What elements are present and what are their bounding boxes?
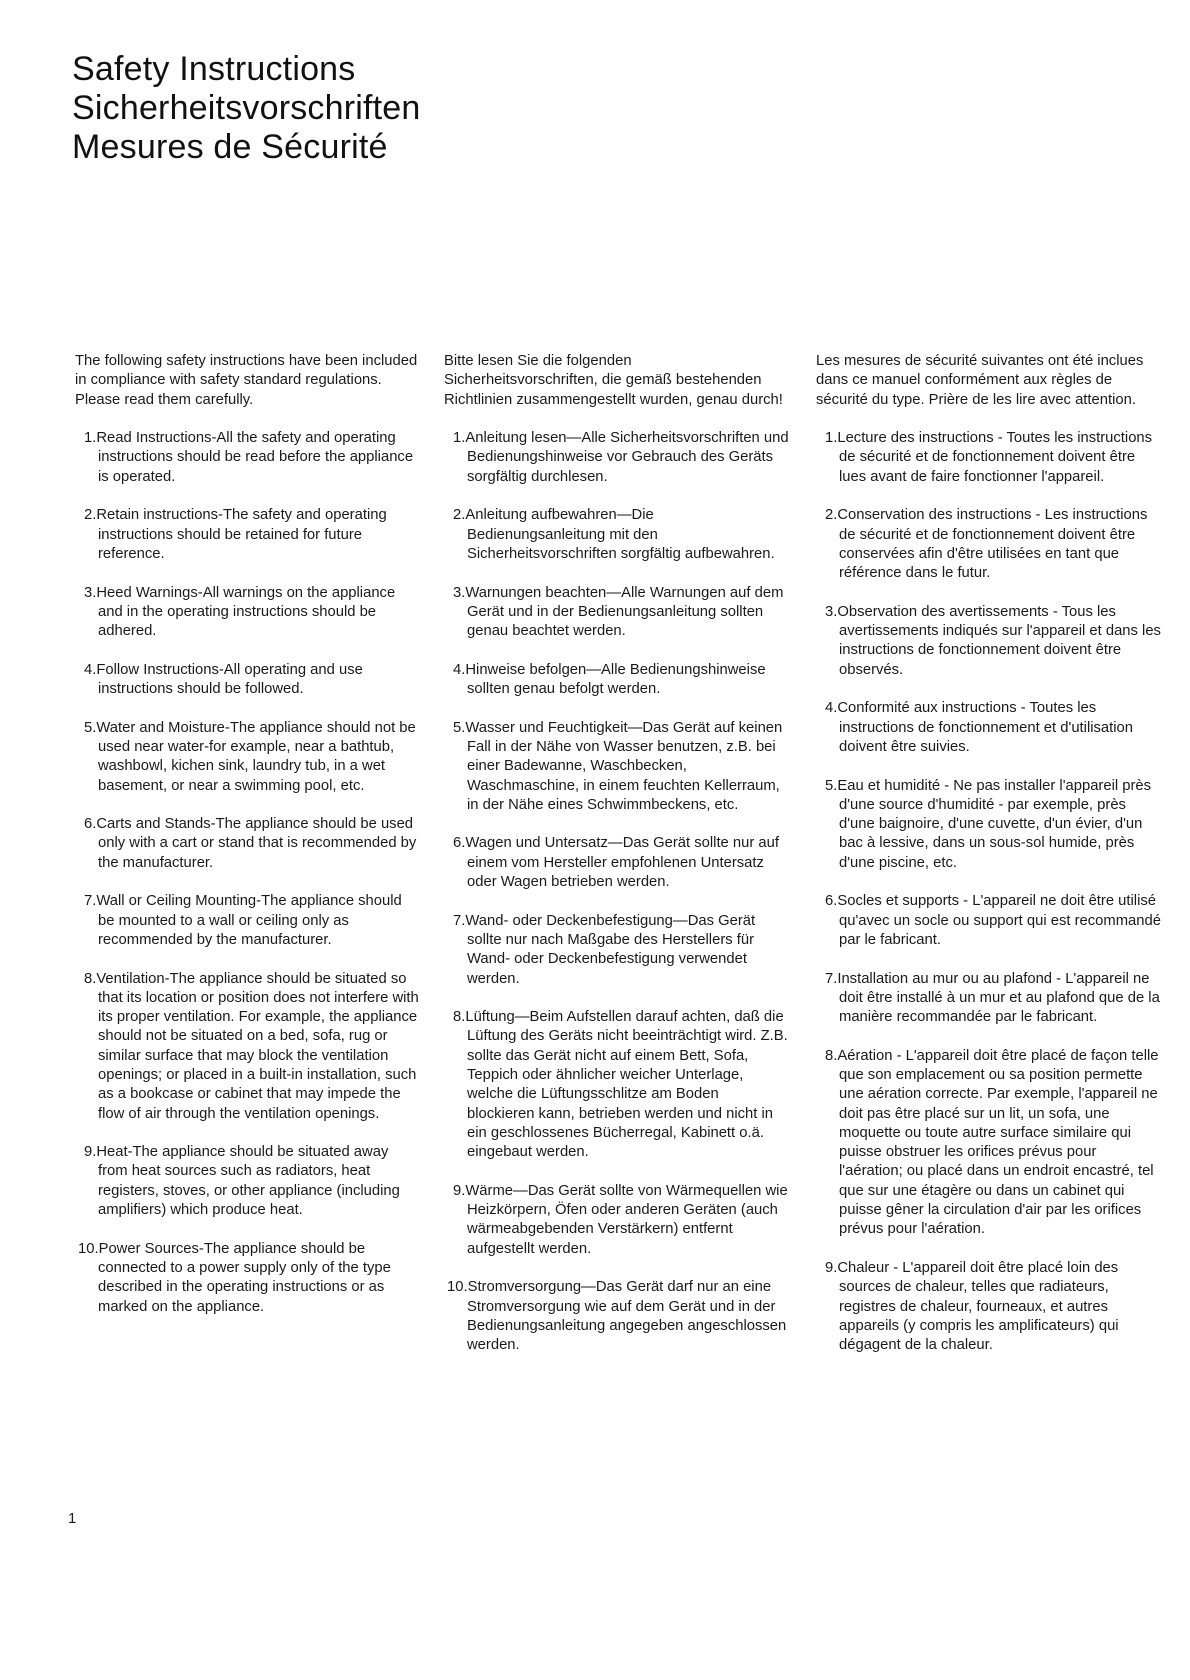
intro-paragraph-german: Bitte lesen Sie die folgenden Sicherheitsvorschriften, die gemäß bestehenden Richtlinien zusammengestellt wurden, genau durch! [444,353,783,408]
page-number: 1 [68,1511,77,1527]
intro-paragraph-english: The following safety instructions have been included in compliance with safety standard regulations. Please read them carefully. [75,353,418,408]
title-line-english: Safety Instructions [72,50,356,88]
instruction-item-de-4: 4.Hinweise befolgen—Alle Bedienungshinweise sollten genau befolgt werden. [453,661,766,698]
instruction-item-de-3: 3.Warnungen beachten—Alle Warnungen auf dem Gerät und in der Bedienungsanleitung sollten genau beachtet werden. [453,584,784,640]
instruction-item-en-4: 4.Follow Instructions-All operating and use instructions should be followed. [84,661,363,698]
instruction-item-fr-1: 1.Lecture des instructions - Toutes les instructions de sécurité et de fonctionnement doivent être lues avant de faire fonctionner l'appareil. [825,430,1153,485]
title-line-french: Mesures de Sécurité [72,128,388,166]
instruction-list-french [816,429,1161,1355]
instruction-item-de-8: 8.Lüftung—Beim Aufstellen darauf achten, daß die Lüftung des Geräts nicht beeinträchtigt wird. Z.B. sollte das Gerät nicht auf einem Bett, Sofa, Teppich oder ähnlicher weicher Unterlage, welche die Lüftungsschlitze am Boden blockieren kann, betrieben werden und nicht in ein geschlossenes Bücherregal, Kabinett o.ä. eingebaut werden. [453,1009,788,1161]
instruction-item-fr-2: 2.Conservation des instructions - Les instructions de sécurité et de fonctionnement doivent être conservées afin d'être utilisées en tant que référence dans le futur. [825,507,1148,582]
column-english [75,352,420,1336]
instruction-item-en-9: 9.Heat-The appliance should be situated away from heat sources such as radiators, heat registers, stoves, or other appliance (including amplifiers) which produce heat. [84,1144,400,1219]
instruction-item-en-1: 1.Read Instructions-All the safety and operating instructions should be read before the appliance is operated. [84,430,414,485]
instruction-item-de-6: 6.Wagen und Untersatz—Das Gerät sollte nur auf einem vom Hersteller empfohlenen Untersatz oder Wagen betrieben werden. [453,835,779,891]
instruction-item-de-9: 9.Wärme—Das Gerät sollte von Wärmequellen wie Heizkörpern, Öfen oder anderen Geräten (auch wärmeabgebenden Verstärkern) entfernt aufgestellt werden. [453,1182,788,1257]
instruction-item-en-8: 8.Ventilation-The appliance should be situated so that its location or position does not interfere with its proper ventilation. For example, the appliance should not be situated on a bed, sofa, rug or similar surface that may block the ventilation openings; or placed in a built-in installation, such as a bookcase or cabinet that may impede the flow of air through the ventilation openings. [84,970,419,1122]
instruction-item-en-2: 2.Retain instructions-The safety and operating instructions should be retained for future reference. [84,507,387,562]
page-title [72,50,421,167]
instruction-list-english [75,429,420,1317]
instruction-item-en-6: 6.Carts and Stands-The appliance should be used only with a cart or stand that is recommended by the manufacturer. [84,816,417,871]
instruction-item-de-5: 5.Wasser und Feuchtigkeit—Das Gerät auf keinen Fall in der Nähe von Wasser benutzen, z.B. bei einer Badewanne, Waschbecken, Waschmaschine, in einem feuchten Kellerraum, in der Nähe eines Schwimmbeckens, etc. [453,719,783,813]
instruction-item-en-3: 3.Heed Warnings-All warnings on the appliance and in the operating instructions should be adhered. [84,584,396,640]
instruction-item-en-7: 7.Wall or Ceiling Mounting-The appliance should be mounted to a wall or ceiling only as recommended by the manufacturer. [84,893,402,948]
instruction-item-en-10: 10.Power Sources-The appliance should be connected to a power supply only of the type described in the operating instructions or as marked on the appliance. [78,1240,391,1315]
instruction-list-german [444,429,789,1355]
column-french [816,352,1161,1375]
instruction-item-fr-9: 9.Chaleur - L'appareil doit être placé loin des sources de chaleur, telles que radiateurs, registres de chaleur, fourneaux, et autres appareils (y compris les amplificateurs) qui dégagent de la chaleur. [825,1259,1119,1354]
instruction-item-en-5: 5.Water and Moisture-The appliance should not be used near water-for example, near a bathtub, washbowl, kichen sink, laundry tub, in a wet basement, or near a swimming pool, etc. [84,719,416,794]
instruction-item-de-10: 10.Stromversorgung—Das Gerät darf nur an eine Stromversorgung wie auf dem Gerät und in der Bedienungsanleitung angegeben angeschlossen werden. [447,1279,787,1354]
instruction-item-fr-8: 8.Aération - L'appareil doit être placé de façon telle que son emplacement ou sa position permette une aération correcte. Par exemple, l'appareil ne doit pas être placé sur un lit, un sofa, une moquette ou toute autre surface similaire qui puisse obstruer les orifices prévus pour l'aération; ou placé dans un endroit encastré, tel que sur une étagère ou dans un cabinet qui puisse gêner la circulation d'air par les orifices prévus pour l'aération. [825,1047,1159,1238]
instruction-item-fr-4: 4.Conformité aux instructions - Toutes les instructions de fonctionnement et d'utilisation doivent être suivies. [825,700,1134,755]
title-line-german: Sicherheitsvorschriften [72,89,421,127]
instruction-item-fr-5: 5.Eau et humidité - Ne pas installer l'appareil près d'une source d'humidité - par exemple, près d'une baignoire, d'une cuvette, d'un évier, d'un bac à lessive, dans un sous-sol humide, près d'une piscine, etc. [825,777,1152,871]
instruction-item-de-2: 2.Anleitung aufbewahren—Die Bedienungsanleitung mit den Sicherheitsvorschriften sorgfältig aufbewahren. [453,507,775,562]
instruction-item-fr-6: 6.Socles et supports - L'appareil ne doit être utilisé qu'avec un socle ou support qui est recommandé par le fabricant. [825,893,1161,948]
instruction-item-de-7: 7.Wand- oder Deckenbefestigung—Das Gerät sollte nur nach Maßgabe des Herstellers für Wand- oder Deckenbefestigung verwendet werden. [453,912,756,987]
instruction-item-de-1: 1.Anleitung lesen—Alle Sicherheitsvorschriften und Bedienungshinweise vor Gebrauch des Geräts sorgfältig durchlesen. [453,430,789,485]
intro-paragraph-french: Les mesures de sécurité suivantes ont été inclues dans ce manuel conformément aux règles de sécurité du type. Prière de les lire avec attention. [816,353,1144,408]
instruction-item-fr-3: 3.Observation des avertissements - Tous les avertissements indiqués sur l'appareil et dans les instructions de fonctionnement doivent être observés. [825,603,1161,678]
column-german [444,352,789,1375]
instruction-item-fr-7: 7.Installation au mur ou au plafond - L'appareil ne doit être installé à un mur et au plafond que de la manière recommandée par le fabricant. [825,970,1160,1026]
